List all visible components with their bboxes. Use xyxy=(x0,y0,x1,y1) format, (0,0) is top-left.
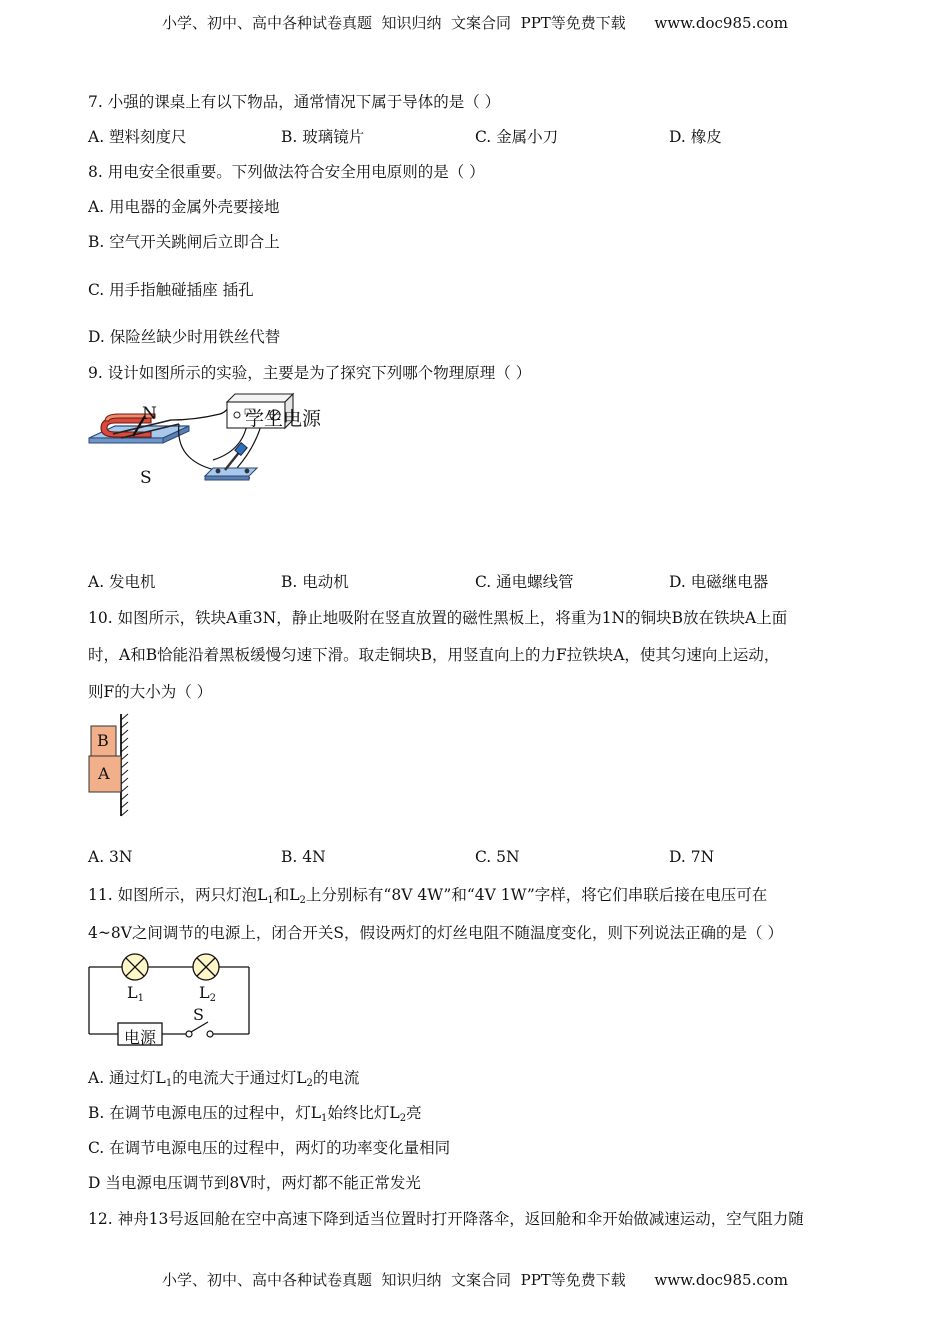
q10-figure xyxy=(86,712,136,818)
q9-option-a: A. 发电机 xyxy=(88,573,156,591)
q10-option-a: A. 3N xyxy=(88,848,133,866)
q12-stem-line1: 12. 神舟13号返回舱在空中高速下降到适当位置时打开降落伞，返回舱和伞开始做减速运动，空气阻力随 xyxy=(88,1210,804,1228)
lamp-l2-icon xyxy=(193,954,219,980)
q10-stem-line2: 时，A和B恰能沿着黑板缓慢匀速下滑。取走铜块B，用竖直向上的力F拉铁块A，使其匀速向上运动， xyxy=(88,646,780,664)
q7-option-a: A. 塑料刻度尺 xyxy=(88,128,187,146)
q11-option-b: B. 在调节电源电压的过程中，灯$L_1$始终比灯$L_2$亮 xyxy=(88,1104,422,1124)
q11-option-a: A. 通过灯$L_1$的电流大于通过灯$L_2$的电流 xyxy=(88,1069,360,1089)
q11-stem-line1: 11. 如图所示，两只灯泡$L_1$和$L_2$上分别标有“8V 4W”和“4V 1W”字样，将它们串联后接在电压可在 xyxy=(88,886,768,906)
circuit-wires xyxy=(89,967,249,1034)
q11-option-c: C. 在调节电源电压的过程中，两灯的功率变化量相同 xyxy=(88,1139,451,1157)
block-a-label: A xyxy=(98,764,110,783)
series-circuit-diagram xyxy=(86,950,256,1050)
wall-hatching xyxy=(121,714,128,816)
page-footer: 小学、初中、高中各种试卷真题 知识归纳 文案合同 PPT等免费下载 www.doc985.com xyxy=(161,1271,788,1289)
magnet-n-label: N xyxy=(142,404,157,424)
q10-stem-line1: 10. 如图所示，铁块A重3N，静止地吸附在竖直放置的磁性黑板上，将重为1N的铜块B放在铁块A上面 xyxy=(88,609,788,627)
page-header: 小学、初中、高中各种试卷真题 知识归纳 文案合同 PPT等免费下载 www.doc985.com xyxy=(161,14,788,32)
q9-figure xyxy=(85,390,345,495)
lamp-l1-label: $L_1$ xyxy=(127,983,144,1004)
q11-stem-line2: 4~8V之间调节的电源上，闭合开关S，假设两灯的灯丝电阻不随温度变化，则下列说法正确的是（ ） xyxy=(88,924,783,942)
switch-base xyxy=(205,468,257,476)
magnet-s-label: S xyxy=(140,468,152,488)
lamp-l1-icon xyxy=(122,954,148,980)
q9-option-b: B. 电动机 xyxy=(281,573,349,591)
wire xyxy=(171,404,230,420)
block-b-label: B xyxy=(97,731,109,750)
q7-stem: 7. 小强的课桌上有以下物品，通常情况下属于导体的是（ ） xyxy=(88,93,501,111)
q11-figure xyxy=(86,950,256,1050)
q8-option-d: D. 保险丝缺少时用铁丝代替 xyxy=(88,328,281,346)
blocks-on-blackboard-diagram xyxy=(86,712,136,818)
q10-stem-line3: 则F的大小为（ ） xyxy=(88,683,213,701)
power-source-label: 电源 xyxy=(124,1028,157,1047)
q9-stem: 9. 设计如图所示的实验，主要是为了探究下列哪个物理原理（ ） xyxy=(88,364,532,382)
q10-option-d: D. 7N xyxy=(669,848,715,866)
power-supply-label: 学生电源 xyxy=(245,408,322,430)
q8-option-c: C. 用手指触碰插座 插孔 xyxy=(88,281,254,299)
q9-option-d: D. 电磁继电器 xyxy=(669,573,769,591)
q7-option-c: C. 金属小刀 xyxy=(475,128,559,146)
switch-s-label: S xyxy=(193,1005,204,1024)
q9-option-c: C. 通电螺线管 xyxy=(475,573,574,591)
q7-option-b: B. 玻璃镜片 xyxy=(281,128,365,146)
q8-option-b: B. 空气开关跳闸后立即合上 xyxy=(88,233,280,251)
q7-option-d: D. 橡皮 xyxy=(669,128,722,146)
q10-option-c: C. 5N xyxy=(475,848,520,866)
q8-stem: 8. 用电安全很重要。下列做法符合安全用电原则的是（ ） xyxy=(88,163,485,181)
lamp-l2-label: $L_2$ xyxy=(199,983,216,1004)
q10-option-b: B. 4N xyxy=(281,848,326,866)
q11-option-d: D 当电源电压调节到8V时，两灯都不能正常发光 xyxy=(88,1174,421,1192)
switch-s-icon xyxy=(186,1022,213,1037)
q8-option-a: A. 用电器的金属外壳要接地 xyxy=(88,198,280,216)
